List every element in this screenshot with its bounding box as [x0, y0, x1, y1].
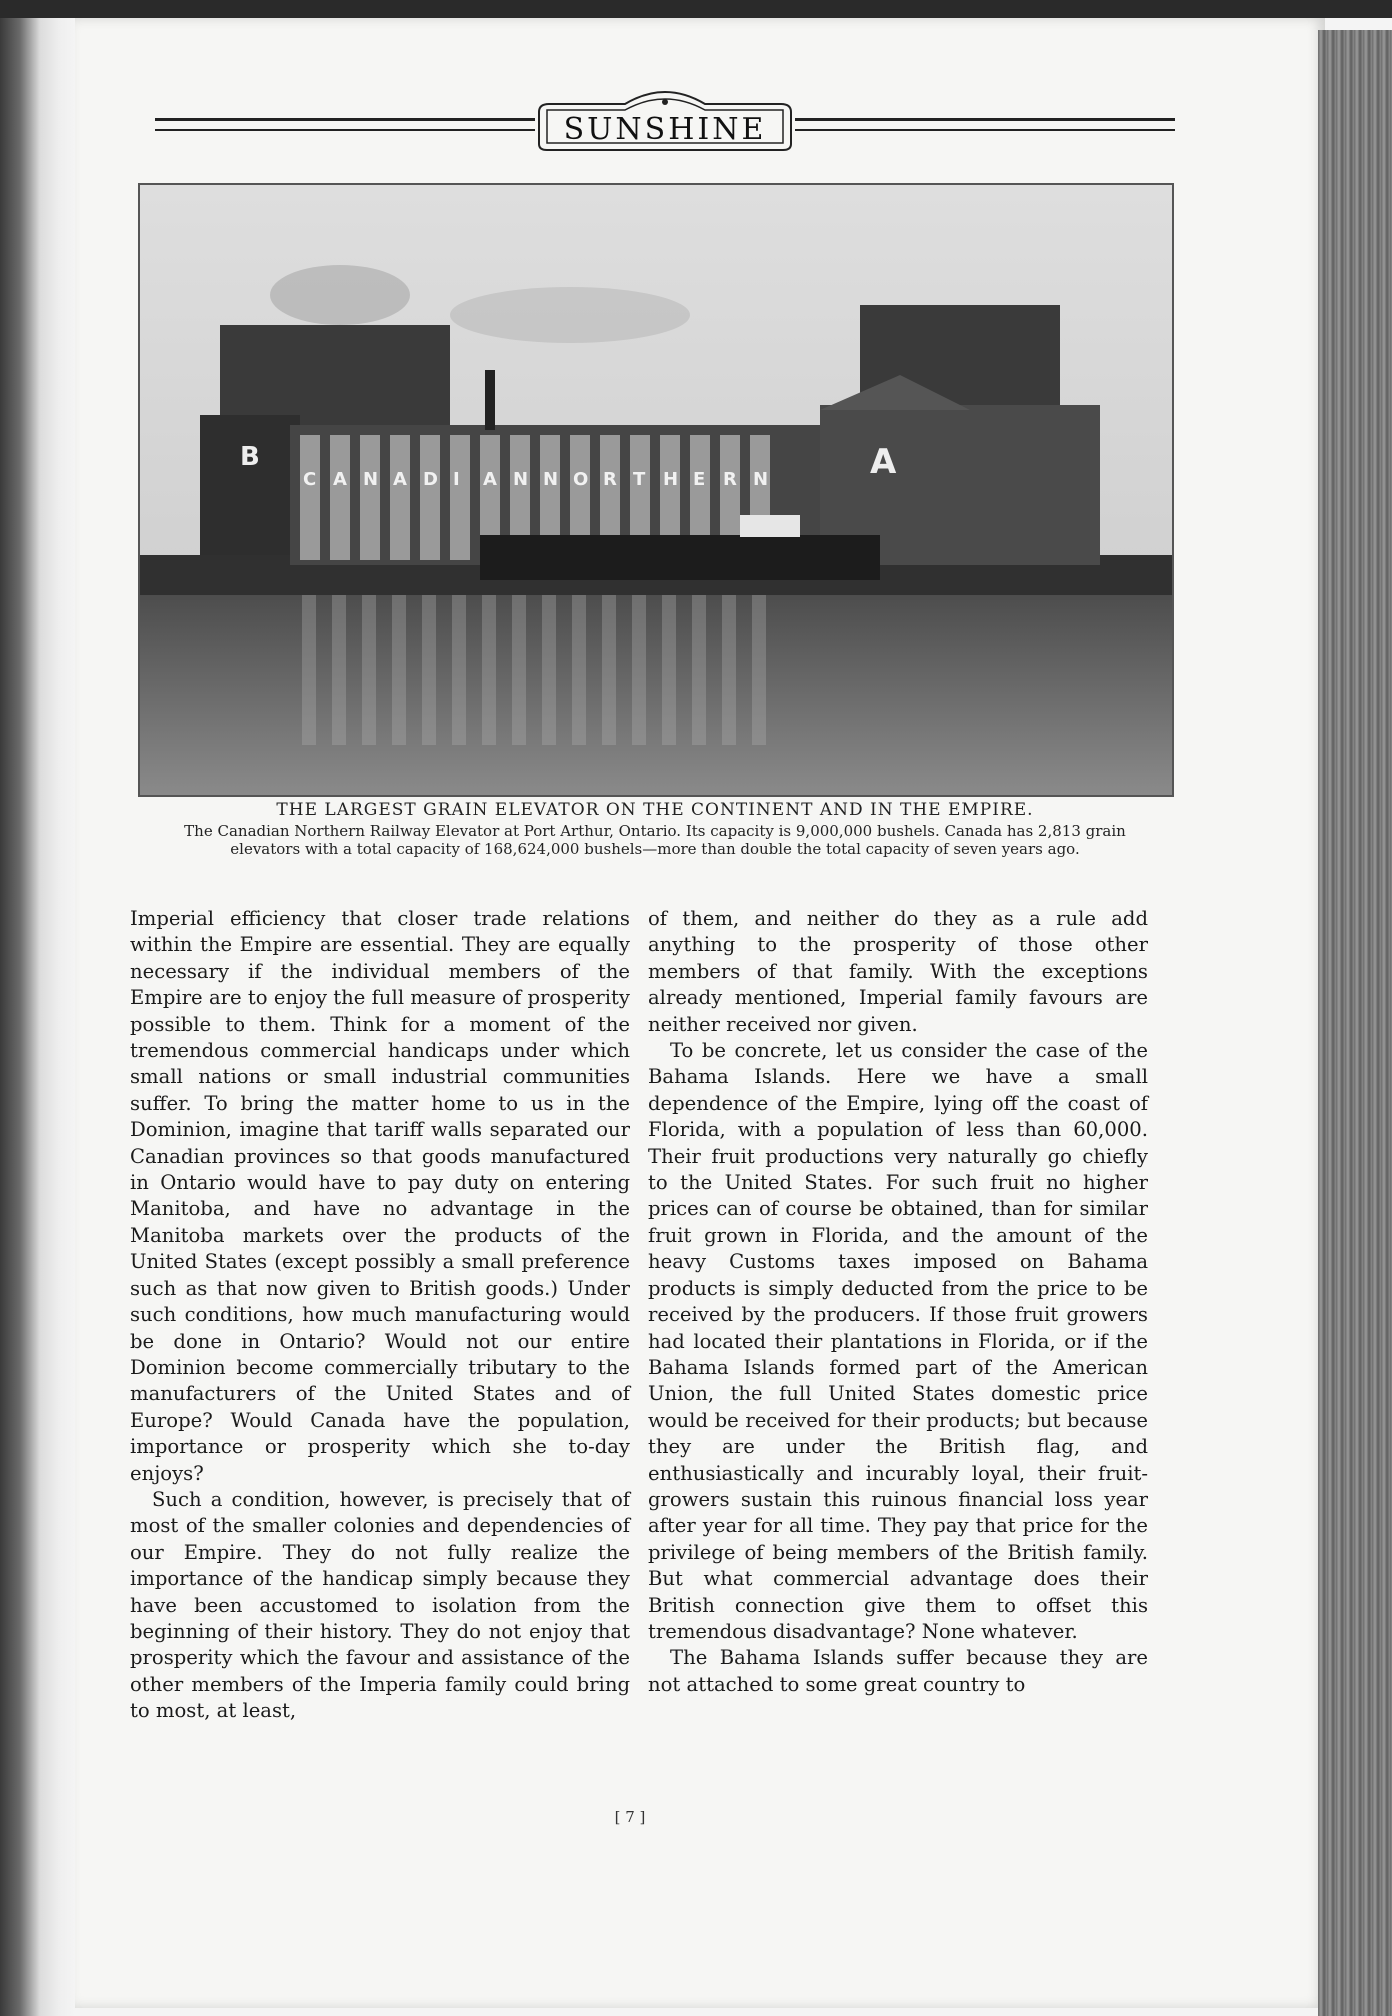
- silo-reflection: [332, 595, 346, 745]
- sign-letter: N: [513, 469, 529, 490]
- silo-column: [300, 435, 320, 560]
- sign-letter: N: [753, 469, 769, 490]
- sign-letter: A: [483, 469, 497, 490]
- sign-letter: A: [333, 469, 347, 490]
- silo-reflection: [302, 595, 316, 745]
- sign-letter: C: [303, 469, 317, 490]
- paragraph: To be concrete, let us consider the case of the Bahama Islands. Here we have a small dependence of the Empire, lying off the coast of Florida, with a population of less than 60,000. Their fruit productions very naturally go chiefly to the United States. For such fruit no higher prices can of course be obtained, than for similar fruit grown in Florida, and the amount of the heavy Customs taxes imposed on Bahama products is simply deducted from the price to be received by the producers. If those fruit growers had located their plantations in Florida, or if the Bahama Islands formed part of the American Union, the full United States domestic price would be received for their products; but because they are under the British flag, and enthusiastically and incurably loyal, their fruit-growers sustain this ruinous financial loss year after year for all time. They pay that price for the privilege of being members of the British family. But what commercial advantage does their British connection give them to offset this tremendous disadvantage? None whatever.: [648, 1039, 1148, 1643]
- sign-letter: N: [543, 469, 559, 490]
- book-page-edges: [1318, 30, 1392, 2016]
- silo-column: [360, 435, 380, 560]
- elevator-marker-b: B: [240, 442, 260, 472]
- sign-letter: N: [363, 469, 379, 490]
- silo-reflection: [752, 595, 766, 745]
- silo-reflection: [542, 595, 556, 745]
- paragraph: Such a condition, however, is precisely that of most of the smaller colonies and dependencies of our Empire. They do not fully realize the importance of the handicap simply because they have been accustomed to isolation from the beginning of their history. They do not enjoy that prosperity which the favour and assistance of the other members of the Imperia family could bring to most, at least,: [130, 1487, 630, 1723]
- sign-letter: H: [663, 469, 679, 490]
- silo-column: [450, 435, 470, 560]
- silo-reflection: [692, 595, 706, 745]
- sign-letter: R: [723, 469, 737, 490]
- silo-column: [390, 435, 410, 560]
- grain-elevator-photo: [138, 183, 1174, 797]
- sign-letter: D: [423, 469, 438, 490]
- silo-reflection: [602, 595, 616, 745]
- sign-letter: R: [603, 469, 617, 490]
- silo-reflection: [392, 595, 406, 745]
- masthead: [155, 78, 1175, 158]
- silo-reflection: [452, 595, 466, 745]
- paragraph: of them, and neither do they as a rule add anything to the prosperity of those other members of that family. With the exceptions already mentioned, Imperial family favours are neither received nor given.: [648, 907, 1148, 1036]
- sign-letter: E: [693, 469, 706, 490]
- photo-caption: [130, 800, 1180, 858]
- masthead-rule-left: [155, 118, 535, 131]
- silo-reflection: [722, 595, 736, 745]
- grain-elevator-illustration: [140, 185, 1172, 795]
- sign-letter: A: [393, 469, 407, 490]
- sign-letter: O: [573, 469, 589, 490]
- scan-top-shadow: [0, 0, 1392, 18]
- masthead-title: SUNSHINE: [563, 112, 767, 147]
- text-column-right: [648, 906, 1148, 1698]
- silo-reflection: [632, 595, 646, 745]
- silo-reflection: [572, 595, 586, 745]
- silo-reflection: [482, 595, 496, 745]
- silo-column: [330, 435, 350, 560]
- text-column-left: [130, 906, 630, 1725]
- silo-reflection: [422, 595, 436, 745]
- sign-letter: I: [453, 469, 460, 490]
- silo-reflection: [662, 595, 676, 745]
- paragraph: Imperial efficiency that closer trade relations within the Empire are essential. They are equally necessary if the individual members of the Empire are to enjoy the full measure of prosperity possible to them. Think for a moment of the tremendous commercial handicaps under which small nations or small industrial communities suffer. To bring the matter home to us in the Dominion, imagine that tariff walls separated our Canadian provinces so that goods manufactured in Ontario would have to pay duty on entering Manitoba, and have no advantage in the Manitoba markets over the products of the United States (except possibly a small preference such as that now given to British goods.) Under such conditions, how much manufacturing would be done in Ontario? Would not our entire Dominion become commercially tributary to the manufacturers of the United States and of Europe? Would Canada have the population, importance or prosperity which she to-day enjoys?: [130, 907, 630, 1485]
- title-plate: [535, 90, 795, 152]
- elevator-marker-a: A: [870, 442, 897, 482]
- silo-reflection: [362, 595, 376, 745]
- paragraph: The Bahama Islands suffer because they are not attached to some great country to: [648, 1646, 1148, 1696]
- page-number: [ 7 ]: [614, 1808, 646, 1826]
- sign-letter: T: [633, 469, 646, 490]
- silo-column: [420, 435, 440, 560]
- caption-body: The Canadian Northern Railway Elevator at Port Arthur, Ontario. Its capacity is 9,000,000 bushels. Canada has 2,813 grain elevators with a total capacity of 168,624,000 bushels—more than double the total capacity of seven years ago.: [184, 822, 1126, 858]
- silo-reflection: [512, 595, 526, 745]
- masthead-rule-right: [795, 118, 1175, 131]
- caption-title: THE LARGEST GRAIN ELEVATOR ON THE CONTINENT AND IN THE EMPIRE.: [276, 800, 1034, 820]
